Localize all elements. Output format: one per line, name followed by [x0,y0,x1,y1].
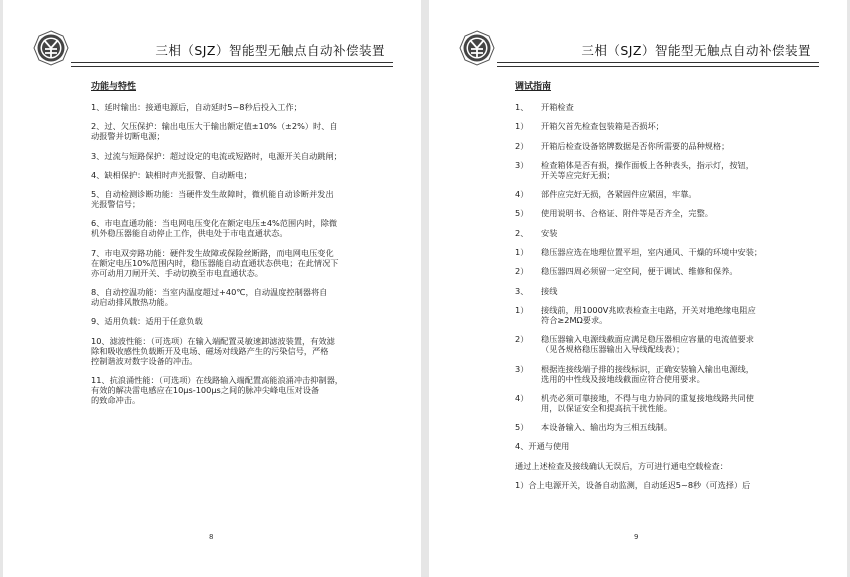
item-text: 开箱检查 [541,102,574,112]
item-text: 开箱后检查设备铭牌数据是否你所需要的品种规格； [541,140,730,151]
item-number: 1） [515,247,529,258]
paragraph-line: 动启动排风散热功能。 [91,297,173,308]
paragraph-line: 除和吸收感性负载断开及电场、磁场对线路产生的污染信号，严格 [91,345,329,356]
list-item [515,266,807,276]
company-logo-icon [33,30,69,66]
item-text: 机壳必须可靠接地，不得与电力协同的重复接地线路共同使 [541,392,754,403]
item-number: 2） [515,334,529,345]
header-rule [71,62,393,63]
item-text: 稳压器四周必须留一定空间，便于调试、维修和保养。 [541,266,738,277]
list-item [515,286,807,296]
paragraph-line: 动报警并切断电源； [91,131,165,142]
list-item [515,403,807,413]
right-content [515,82,807,490]
list-item [515,334,807,344]
list-item [515,305,807,315]
item-text: 用，以保证安全和提高抗干扰性能。 [541,402,673,413]
list-item [515,208,807,218]
paragraph-line: 机外稳压器能自动停止工作，供电处于市电直通状态。 [91,228,288,239]
item-number: 5） [515,422,529,433]
header-rule [497,62,819,63]
item-text: 使用说明书、合格证、附件等是否齐全，完整。 [541,208,713,219]
item-number [515,403,541,413]
item-number: 2） [515,140,529,151]
list-item [515,364,807,374]
item-number [515,170,541,180]
company-logo-icon [459,30,495,66]
item-number: 1） [515,121,529,132]
list-item [515,121,807,131]
paragraph-line: 通过上述检查及接线确认无误后，方可进行通电空载检查： [515,460,728,471]
paragraph-line: 有效的解决雷电感应在10μs-100μs之间的脉冲尖峰电压对设备 [91,384,320,395]
paragraph-line: 5、自动检测诊断功能：当硬件发生故障时，微机能自动诊断并发出 [91,189,334,200]
item-text: 根据连接线端子排的接线标识，正确安装输入输出电源线， [541,363,754,374]
item-text: 部件应完好无损，各紧固件应紧固，牢靠。 [541,189,697,200]
paragraph-line: 7、市电双旁路功能：硬件发生故障或保险丝断路，而电网电压变化 [91,247,334,258]
left-content [91,82,377,405]
paragraph-line: 亦可动用刀闸开关、手动切换至市电直通状态。 [91,267,263,278]
header-title: 三相（SJZ）智能型无触点自动补偿装置 [581,43,811,58]
list-item [515,228,807,238]
item-text: 检查箱体是否有损，操作面板上各种表头，指示灯，按钮， [541,159,754,170]
page-header [31,28,393,68]
paragraph-line: 2、过、欠压保护：输出电压大于输出额定值±10%（±2%）时、自 [91,121,338,132]
list-item [515,374,807,384]
item-text: 开关等应完好无损； [541,169,615,180]
paragraph-line: 4、缺相保护：缺相时声光报警、自动断电； [91,169,252,180]
item-text: （见各规格稳压器输出入导线配线表）； [541,344,685,355]
item-text: 安装 [541,227,558,238]
item-number: 1） [515,304,529,315]
item-number: 1、 [515,102,529,112]
item-text: 接线 [541,285,558,296]
paragraph-line: 9、适用负载：适用于任意负载 [91,316,203,327]
page-right [429,0,847,577]
list-item [515,141,807,151]
paragraph-line: 1）合上电源开关，设备自动监测，自动延迟5~8秒（可选择）后 [515,480,751,491]
item-number: 2、 [515,227,529,238]
item-text: 稳压器输入电源线截面应满足稳压器相应容量的电流值要求 [541,334,754,345]
item-number: 5） [515,208,529,219]
paragraph-line: 在额定电压10%范围内时，稳压器能自动直通状态供电；在此情况下 [91,257,339,268]
item-number: 4） [515,189,529,200]
paragraph-line: 的致命冲击。 [91,394,141,405]
item-text: 稳压器应选在地理位置平坦，室内通风、干燥的环境中安装； [541,247,763,258]
paragraph-line: 4、开通与使用 [515,441,570,452]
item-number [515,374,541,384]
item-number: 4） [515,392,529,403]
page-left [3,0,421,577]
paragraph-line: 10、滤波性能：（可选项）在输入端配置灵敏速卸滤波装置，有效滤 [91,335,335,346]
page-number: 8 [209,533,214,541]
list-item [515,393,807,403]
header-title: 三相（SJZ）智能型无触点自动补偿装置 [155,43,385,58]
header-rule-thin [71,66,393,67]
item-number: 2） [515,266,529,277]
paragraph-line: 6、市电直通功能：当电网电压变化在额定电压±4%范围内时，除微 [91,218,338,229]
paragraph-line: 11、抗浪涌性能：（可选项）在线路输入端配置高能浪涌冲击抑制器， [91,374,343,385]
item-text: 开箱欠首先检查包装箱是否损坏； [541,121,664,132]
item-number [515,315,541,325]
list-item [515,160,807,170]
page-number: 9 [634,533,639,541]
list-item [515,247,807,257]
paragraph-line: 3、过流与短路保护：超过设定的电流或短路时，电源开关自动跳闸； [91,150,342,161]
item-text: 符合≥2MΩ要求。 [541,314,608,325]
list-item [515,315,807,325]
paragraph-line: 8、自动控温功能：当室内温度超过+40℃，自动温度控制器将自 [91,287,328,298]
paragraph-line: 控制谐波对数字设备的冲击。 [91,355,198,366]
list-item [515,344,807,354]
list-item [515,189,807,199]
header-rule-thin [497,66,819,67]
page-header [457,28,819,68]
paragraph-line: 1、延时输出：接通电源后，自动延时5~8秒后投入工作； [91,102,302,112]
item-number: 3） [515,159,529,170]
section-heading: 调试指南 [515,82,552,92]
item-text: 选用的中性线及接地线截面应符合使用要求。 [541,373,705,384]
item-number: 3） [515,363,529,374]
list-item [515,422,807,432]
item-number: 3、 [515,285,529,296]
item-number [515,344,541,354]
item-text: 接线前，用1000V兆欧表检查主电路，开关对地绝缘电阻应 [541,304,756,315]
section-heading: 功能与特性 [91,82,137,92]
paragraph-line: 光报警信号； [91,199,141,210]
list-item [515,102,807,112]
item-text: 本设备输入、输出均为三相五线制。 [541,422,673,433]
list-item [515,170,807,180]
